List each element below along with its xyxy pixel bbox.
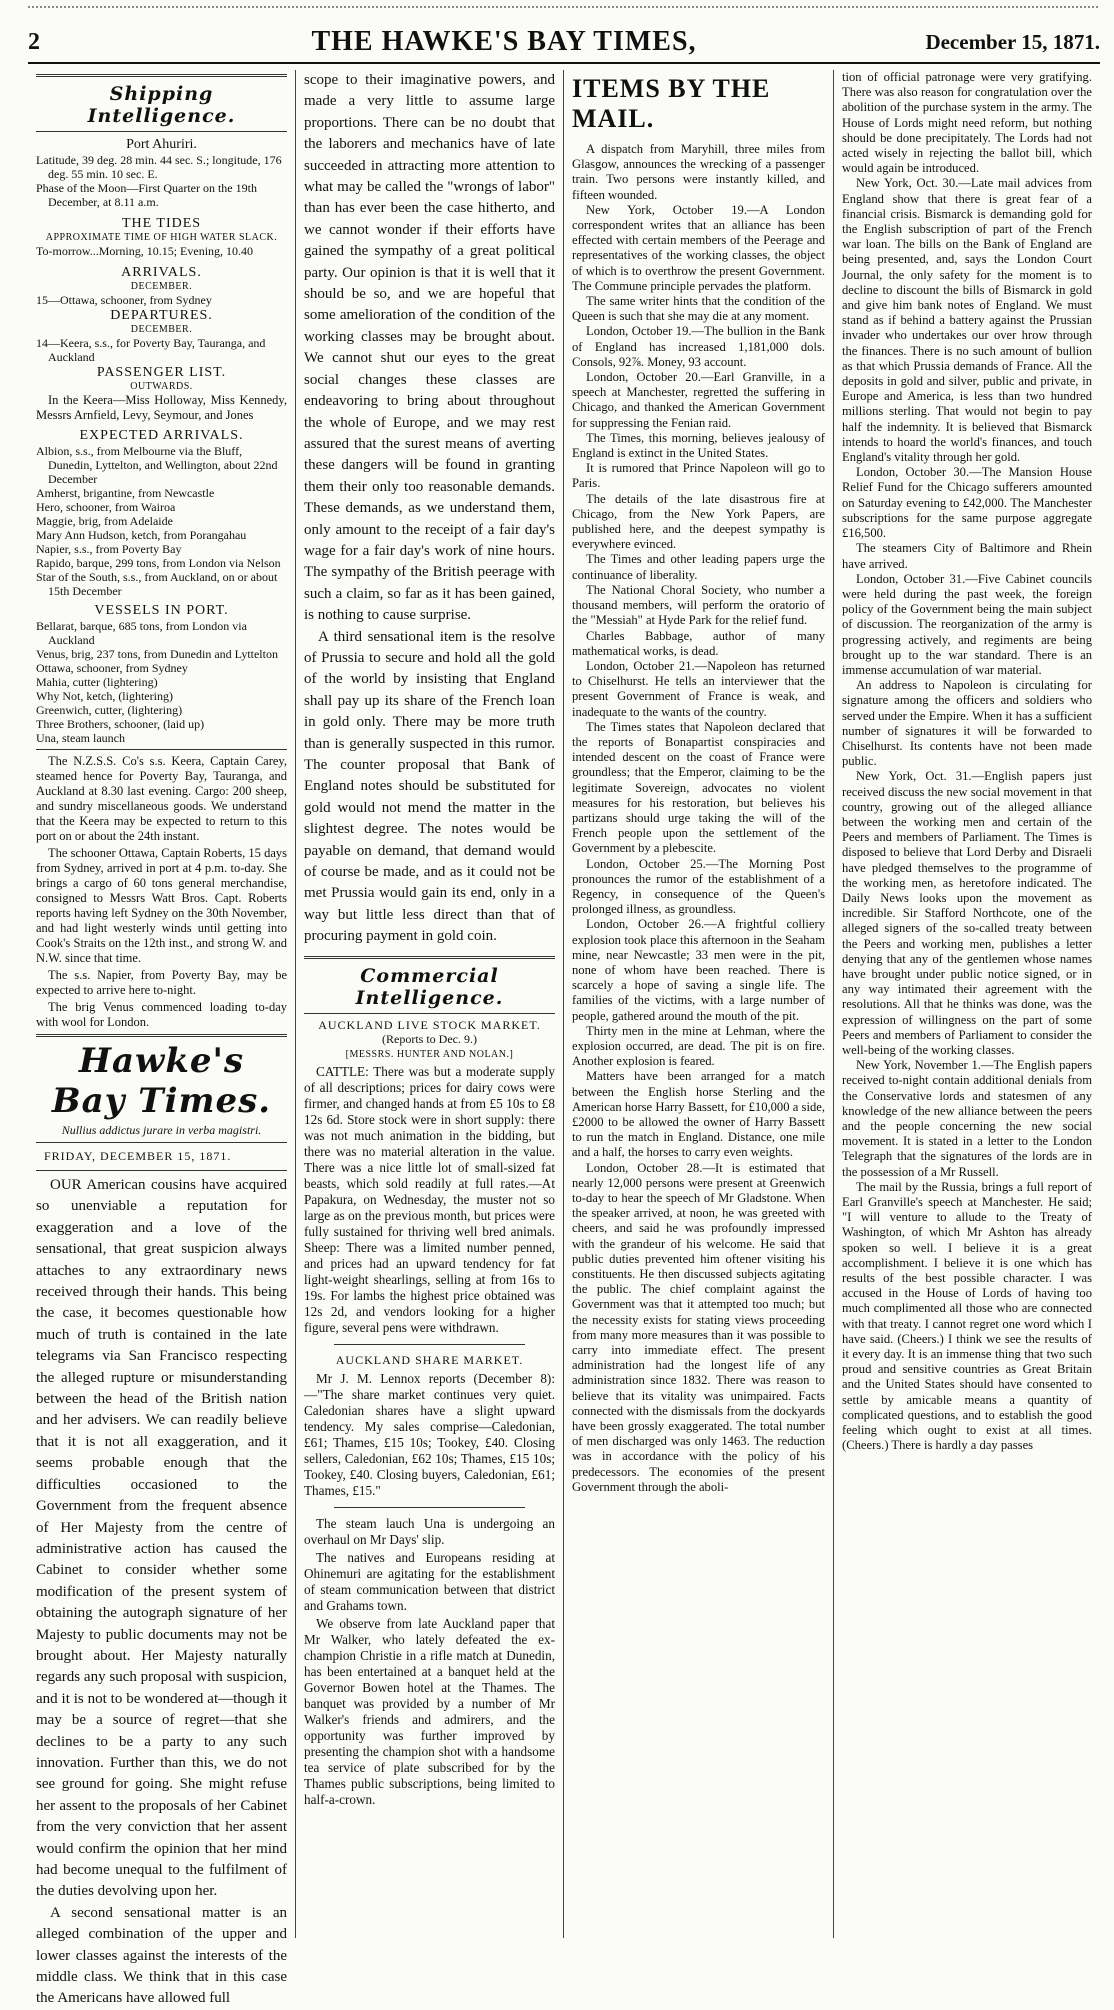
mail-item: New York, Oct. 30.—Late mail advices from England show that there is great fear of a financial crisis. Bismarck is demanding gold for the English subscription of part of the French war loan. The bills on the Bank of England are being presented, and, says the London Court Journal, the only safety for the moment is to decline to discount the bills of Bismarck in gold and give him bank notes of England. We must stand as if behind a battery against the Prussian invader who undertakes our over hrow through the finances. There is no such amount of bullion as that which Prussia demands of France. All the deposits in gold and silver, public and private, in Europe and America, is less than two hundred millions sterling. That would not begin to pay half the indemnity. It is believed that Bismarck intends to hoard the world's finances, and touch England's vitality through her gold. — [842, 176, 1092, 465]
commercial-heading: Commercial Intelligence. — [355, 964, 504, 1009]
mail-item: The steamers City of Baltimore and Rhein have arrived. — [842, 541, 1092, 571]
mail-item: London, October 31.—Five Cabinet councils were held during the past week, the foreign policy of the Government being the main subject of discussion. The reorganization of the army is progressing actively, and regiments are being brought up to the war standard. There is an immense accumulation of war material. — [842, 571, 1092, 677]
mail-item: London, October 26.—A frightful colliery explosion took place this afternoon in the Seaham mine, near Newcastle; 33 men were in the pit, none of whom have been reached. There is scarcely a hope of saving a single life. The families of the victims, with a large number of people, gathered around the mouth of the pit. — [572, 917, 825, 1023]
mail-item: New York, Oct. 31.—English papers just received discuss the new social movement in that country, growing out of the alleged alliance between the working men and certain of the Peers and members of Parliament. The Times is disposed to believe that Lord Derby and Disraeli have pledged themselves to the programme of the working men, as heretofore indicated. The Daily News looks upon the movement as incredible. Sir Stafford Northcote, one of the alleged signers of the so-called treaty between the Peers and working men, publishes a letter denying that any of the gentlemen whose names have brought under public notice signed, or in any way intimated their agreement with the resolutions. All that he thinks was done, was the expression of willingness on the part of some Peers and members of Parliament to consider the well-being of the working classes. — [842, 769, 1092, 1057]
vessel-in-port: Three Brothers, schooner, (laid up) — [36, 717, 205, 731]
passenger-list-line: In the Keera—Miss Holloway, Miss Kennedy, Messrs Arnfield, Levy, Seymour, and Jones — [36, 393, 287, 422]
vessels-in-port-heading: VESSELS IN PORT. — [94, 603, 229, 618]
mail-item: A dispatch from Maryhill, three miles from Glasgow, announces the wrecking of a passenger train. Two persons were instantly killed, and fifteen wounded. — [572, 142, 825, 202]
divider — [304, 956, 555, 959]
divider — [36, 1034, 287, 1037]
editorial-paragraph: OUR American cousins have acquired so unenviable a reputation for exaggeration and a love of the sensational, that great suspicion always attaches to any extraordinary news received through their hands. This being the case, it becomes questionable how much of truth is contained in the late telegrams via San Francisco respecting the alleged rupture or misunderstanding between the head of the British nation and her advisers. We can readily believe that it is not all exaggeration, and it seems probable enough that the difficulties occasioned to the Government from the frequent absence of Her Majesty from the centre of administrative action has caused the Cabinet to consider whether some modification of the present system of obtaining the autograph signature of her Majesty to public documents may not be brought about. Her Majesty naturally regards any such proposal with suspicion, and it is not to be wondered at—though it may be a source of regret—that she declines to be a party to any such innovation. Further than this, we do not see ground for going. She might refuse her assent to the proposals of her Cabinet from the very conviction that her assent would confirm the opinion that her mind had become unequal to the fulfilment of the duties devolving upon her. — [36, 1177, 287, 1900]
passenger-list-subheading: OUTWARDS. — [130, 381, 193, 392]
shipping-note: The N.Z.S.S. Co's s.s. Keera, Captain Carey, steamed hence for Poverty Bay, Tauranga, and Auckland at 8.30 last evening. Cargo: 200 sheep, and sundry miscellaneous goods. We understand that the Keera may be expected to return to this port on or about the 24th instant. — [36, 754, 287, 843]
editorial-continuation — [304, 70, 555, 948]
share-market-heading: AUCKLAND SHARE MARKET. — [335, 1352, 524, 1367]
shipping-heading: Shipping Intelligence. — [87, 83, 236, 127]
divider — [36, 74, 287, 77]
newspaper-motto: Nullius addictus jurare in verba magistri. — [61, 1123, 262, 1137]
arrivals-line: 15—Ottawa, schooner, from Sydney — [36, 293, 212, 307]
editorial-paragraph: scope to their imaginative powers, and made a very little to assume large proportions. There can be no doubt that the laborers and mechanics have of late succeeded in attracting more attention to what may be called the "wrongs of labor" than has ever been the case hitherto, and we cannot wonder if their efforts have gained the sympathy of a great political party. Our opinion is that it is well that it should be so, and we are hopeful that some amelioration of the condition of the working classes may be brought about. We cannot shut our eyes to the great social changes these classes are endeavoring to bring about throughout the whole of Europe, and we may rest assured that the surest means of averting these dangers will be found in granting them their only too reasonable demands. These demands, as we understand them, only amount to the receipt of a fair day's wage for a fair day's work of nine hours. The sympathy of the British peerage with such a claim, so far as it has been gained, is nothing to cause surprise. — [304, 72, 555, 624]
mail-item: An address to Napoleon is circulating for signature among the officers and soldiers who served under the Empire. When it has a sufficient number of signatures it will be forwarded to Chiselhurst. Its contents have not been made public. — [842, 678, 1092, 769]
column-4 — [834, 70, 1100, 1938]
issue-date: December 15, 1871. — [925, 29, 1100, 54]
newspaper-page — [28, 70, 1100, 2007]
mail-item: The Times states that Napoleon declared that the reports of Bonapartist conspiracies and intended descent on the coast of France were groundless; that the Emperor, claiming to be the legitimate Sovereign, advocates no violent measures for his restoration, but believes his partizans should urge taking the will of the French people upon the settlement of the Government by a plebescite. — [572, 719, 825, 856]
mail-item: Thirty men in the mine at Lehman, where the explosion occurred, are dead. The pit is on fire. Another explosion is feared. — [572, 1023, 825, 1069]
divider — [36, 131, 287, 132]
local-item: We observe from late Auckland paper that Mr Walker, who lately defeated the ex-champion Christie in a rifle match at Dunedin, has been entertained at a banquet held at the Governor Bowen hotel at the Thames. The banquet was provided by a number of Mr Walker's friends and admirers, and the opportunity was further improved by presenting the champion shot with a handsome tea service of plate subscribed for by the Thames public subscriptions, being limited to half-a-crown. — [304, 1615, 555, 1807]
departures-heading: DEPARTURES. — [110, 308, 213, 323]
expected-arrival: Amherst, brigantine, from Newcastle — [36, 486, 215, 500]
divider — [36, 1170, 287, 1171]
divider — [334, 1507, 525, 1508]
shipping-note: The schooner Ottawa, Captain Roberts, 15 days from Sydney, arrived in port at 4 p.m. to-day. She brings a cargo of 60 tons general merchandise, consigned to Messrs Watt Bros. Capt. Roberts reports having left Sydney on the 30th November, and had light westerly winds until getting into Cook's Straits on the 12th inst., and strong W. and N.W. since that time. — [36, 846, 287, 965]
mail-item: tion of official patronage were very gratifying. There was also reason for congratulation over the abolition of the purchase system in the army. The House of Lords might need reform, but nothing should be done precipitately. The Lords had not acted wisely in rejecting the ballot bill, which would again be introduced. — [842, 70, 1092, 176]
mail-item: New York, October 19.—A London correspondent writes that an alliance has been effected with certain members of the Peerage and representatives of the working classes, the object of which is to overthrow the present Government. The Commune principle pervades the platform. — [572, 202, 825, 293]
expected-arrival: Napier, s.s., from Poverty Bay — [36, 542, 182, 556]
expected-arrival: Rapido, barque, 299 tons, from London via Nelson — [36, 556, 281, 570]
mail-item: Charles Babbage, author of many mathematical works, is dead. — [572, 628, 825, 658]
expected-arrival: Albion, s.s., from Melbourne via the Bluff, Dunedin, Lyttelton, and Wellington, about 22nd December — [36, 444, 278, 486]
mail-item: The mail by the Russia, brings a full report of Earl Granville's speech at Manchester. He said; "I will venture to allude to the Treaty of Washington, of which Mr Ashton has already spoken so well. I believe it is a great accomplishment. I believe it is one which has results of the best possible character. I was accused in the House of Lords of having too much complimented all those who are connected with that treaty. I cannot regret one word which I have said. (Cheers.) I think we see the results of it every day. It is an immense thing that two such proud and sensitive countries as Great Britain and the United States should have consented to settle by amicable means a quantity of complicated questions, and to establish the good feeling which ought to exist at all times. (Cheers.) There is hardly a day passes — [842, 1179, 1092, 1453]
local-item: The natives and Europeans residing at Ohinemuri are agitating for the establishment of steam communication between that district and Grahams town. — [304, 1549, 555, 1613]
mail-item: London, October 20.—Earl Granville, in a speech at Manchester, regretted the suffering in Chicago, and thanked the American Government for suppressing the Fenian raid. — [572, 370, 825, 430]
livestock-subheading: (Reports to Dec. 9.) — [382, 1031, 477, 1046]
mail-item: The Times and other leading papers urge the continuance of liberality. — [572, 552, 825, 582]
expected-arrivals-heading: EXPECTED ARRIVALS. — [79, 428, 244, 443]
masthead — [28, 22, 1100, 64]
editorial-paragraph: A third sensational item is the resolve of Prussia to secure and hold all the gold of the world by insisting that England shall pay up its share of the French loan in gold only. There may be more truth than is generally suspected in this rumor. The counter proposal that Bank of England notes should be substituted for gold would not mend the matter in the slightest degree. The notes would be payable on demand, that demand would of course be made, and as it could not be met Prussia would gain its end, only in a way but little less direct than that of procuring payment in gold coin. — [304, 628, 555, 945]
page-number: 2 — [28, 28, 40, 55]
mail-item: The Times, this morning, believes jealousy of England is extinct in the United States. — [572, 430, 825, 461]
mail-item: London, October 28.—It is estimated that nearly 12,000 persons were present at Greenwich to-day to hear the speech of Mr Gladstone. When the speaker arrived, at noon, he was greeted with cheers, and said he was profoundly impressed with the grandeur of his welcome. He said that public duties prevented him oftener visiting his constituents. He then discussed subjects agitating the public. The chief complaint against the Government was that it attempted too much; but the necessity exists for stating views proceeding from many more measures than it was possible to carry into immediate effect. The present administration had the longest life of any administration since 1832. There was reason to believe that its vitality was unimpaired. Facts connected with the dismissals from the dockyards have been grossly exaggerated. The total number of men discharged was only 1463. The reduction was in accordance with the policy of his predecessors. The economies of the present Government through the aboli- — [572, 1160, 825, 1494]
newspaper-nameplate: Hawke's Bay Times. — [51, 1041, 272, 1121]
mail-items — [572, 142, 825, 1495]
shipping-note: The brig Venus commenced loading to-day with wool for London. — [36, 1000, 287, 1029]
arrivals-month: DECEMBER. — [130, 281, 193, 292]
expected-arrival: Mary Ann Hudson, ketch, from Porangahau — [36, 528, 247, 542]
expected-arrival: Star of the South, s.s., from Auckland, on or about 15th December — [36, 570, 278, 598]
mail-item: London, October 25.—The Morning Post pronounces the rumor of the establishment of a Regency, in consequence of the Queen's prolonged illness, as groundless. — [572, 856, 825, 917]
divider — [334, 1344, 525, 1345]
passenger-list-heading: PASSENGER LIST. — [96, 365, 227, 380]
mail-item: London, October 30.—The Mansion House Relief Fund for the Chicago sufferers amounted on Saturday evening to £42,000. The Manchester subscriptions for the same purpose aggregate £16,500. — [842, 465, 1092, 541]
column-1 — [28, 70, 296, 2007]
mail-items-continued — [842, 70, 1092, 1453]
mail-item: The details of the late disastrous fire at Chicago, from the New York Papers, are published here, and the deepest sympathy is everywhere evinced. — [572, 491, 825, 552]
column-3 — [564, 70, 834, 1938]
vessel-in-port: Venus, brig, 237 tons, from Dunedin and Lyttelton — [36, 647, 278, 661]
divider — [304, 1013, 555, 1014]
editorial-paragraph: A second sensational matter is an alleged combination of the upper and lower classes against the interests of the middle class. We think that in this case the Americans have allowed full — [36, 1904, 287, 2007]
moon-phase-line: Phase of the Moon—First Quarter on the 19th December, at 8.11 a.m. — [36, 181, 257, 209]
shipping-note: The s.s. Napier, from Poverty Bay, may be expected to arrive here to-night. — [36, 968, 287, 997]
editorial-dateline: FRIDAY, DECEMBER 15, 1871. — [44, 1149, 232, 1163]
livestock-heading: AUCKLAND LIVE STOCK MARKET. — [318, 1017, 541, 1032]
mail-item: The same writer hints that the condition of the Queen is such that she may die at any moment. — [572, 294, 825, 324]
local-item: The steam lauch Una is undergoing an overhaul on Mr Days' slip. — [304, 1515, 555, 1547]
arrivals-heading: ARRIVALS. — [121, 265, 202, 280]
divider — [36, 749, 287, 750]
expected-arrival: Hero, schooner, from Wairoa — [36, 500, 176, 514]
vessel-in-port: Una, steam launch — [36, 731, 125, 745]
latitude-line: Latitude, 39 deg. 28 min. 44 sec. S.; longitude, 176 deg. 55 min. 10 sec. E. — [36, 153, 282, 181]
mail-item: The National Choral Society, who number a thousand members, will perform the oratorio of the "Messiah" at Hyde Park for the relief fund. — [572, 582, 825, 628]
column-2 — [296, 70, 564, 1938]
mail-item: London, October 21.—Napoleon has returned to Chiselhurst. He tells an interviewer that the present Government of France is weak, and inadequate to the wants of the country. — [572, 658, 825, 719]
mail-item: London, October 19.—The bullion in the Bank of England has increased 1,181,000 dols. Consols, 92⅞. Money, 93 account. — [572, 324, 825, 369]
tides-line: To-morrow...Morning, 10.15; Evening, 10.40 — [36, 244, 254, 258]
mail-item: Matters have been arranged for a match between the English horse Sterling and the American horse Harry Bassett, for £10,000 a side, £2000 to be allowed the owner of Harry Bassett to run the match in England. Distance, one mile and a half, the horses to carry even weights. — [572, 1069, 825, 1160]
vessel-in-port: Bellarat, barque, 685 tons, from London via Auckland — [36, 619, 247, 647]
vessel-in-port: Greenwich, cutter, (lightering) — [36, 703, 183, 717]
livestock-report: CATTLE: There was but a moderate supply of all descriptions; prices for dairy cows were firmer, and changed hands at from £5 10s to £8 12s 6d. Store stock were in short supply: there was not much animation in the bidding, but there was no material alteration in the value. There was a nice little lot of small-sized fat beasts, which sold readily at full rates.—At Papakura, on Wednesday, the muster not so large as on the previous month, but prices were fully sustained for thriving well bred animals. Sheep: There was a limited number penned, and prices had an upward tendency for fat light-weight shearlings, selling at from 16s to 19s. For lambs the highest price obtained was 12s 2d, and vendors looking for a higher figure, several pens were withdrawn. — [304, 1063, 555, 1335]
departures-month: DECEMBER. — [130, 324, 193, 335]
vessel-in-port: Ottawa, schooner, from Sydney — [36, 661, 188, 675]
departures-line: 14—Keera, s.s., for Poverty Bay, Tauranga, and Auckland — [36, 336, 266, 364]
mail-item: New York, November 1.—The English papers received to-night contain additional denials from the Conservative lords and statesmen of any knowledge of the new alliance between the peers and the people concerning the new social movement. It is stated in a letter to the London Telegraph that the signatures of the lords are in the possession of a Mr Russell. — [842, 1058, 1092, 1179]
mail-item: It is rumored that Prince Napoleon will go to Paris. — [572, 461, 825, 491]
vessel-in-port: Why Not, ketch, (lightering) — [36, 689, 173, 703]
divider — [36, 1142, 287, 1143]
tides-subheading: APPROXIMATE TIME OF HIGH WATER SLACK. — [45, 232, 278, 243]
livestock-firm: [MESSRS. HUNTER AND NOLAN.] — [345, 1048, 514, 1060]
items-by-mail-heading: ITEMS BY THE MAIL. — [572, 74, 771, 133]
tides-heading: THE TIDES — [121, 216, 202, 231]
vessel-in-port: Mahia, cutter (lightering) — [36, 675, 158, 689]
top-border-rule — [28, 6, 1100, 8]
port-name: Port Ahuriri. — [126, 137, 197, 152]
share-market-report: Mr J. M. Lennox reports (December 8):—"The share market continues very quiet. Caledonian shares have a slight upward tendency. My sales comprise—Caledonian, £61; Thames, £15 10s; Tookey, £40. Closing sellers, Caledonian, £62 10s; Thames, £15 10s; Tookey, £40. Closing buyers, Caledonian, £61; Thames, £15." — [304, 1370, 555, 1498]
expected-arrival: Maggie, brig, from Adelaide — [36, 514, 173, 528]
newspaper-title: THE HAWKE'S BAY TIMES, — [311, 26, 697, 57]
